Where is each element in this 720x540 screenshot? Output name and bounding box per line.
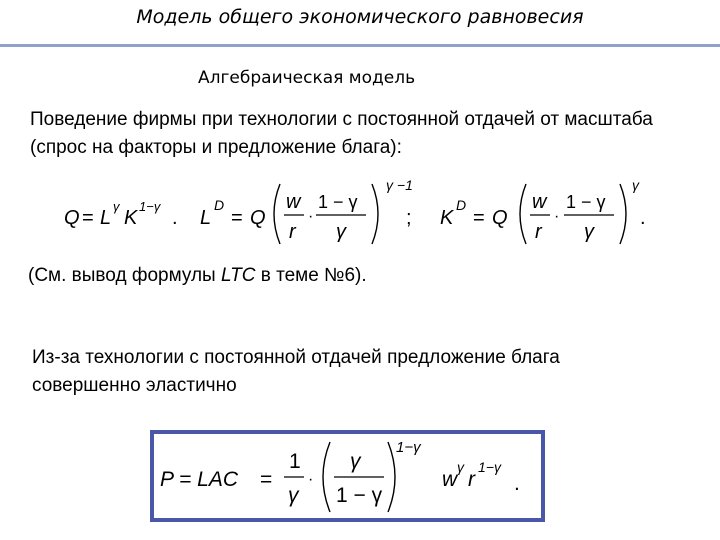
price-formula-box	[150, 430, 545, 522]
f1-dot: .	[172, 207, 178, 229]
pf-inner-den: 1 − γ	[336, 484, 383, 507]
svg-text:·: ·	[308, 208, 314, 225]
pf-num: 1	[289, 450, 301, 473]
kd-exp: γ	[632, 178, 639, 193]
pf-w: w	[442, 468, 458, 491]
pf-end: .	[514, 472, 520, 495]
pf-r-exp: 1−γ	[478, 459, 501, 475]
ld-sep: ;	[406, 207, 412, 229]
factor-demand-formula	[60, 178, 710, 250]
pf-exp: 1−γ	[396, 439, 421, 456]
slide-title: Модель общего экономического равновесия	[136, 6, 584, 28]
kd-sup: D	[456, 197, 467, 213]
ld-sup: D	[214, 197, 225, 213]
pf-w-exp: γ	[457, 459, 464, 475]
pf-eq: =	[260, 468, 273, 491]
ld-r: r	[289, 221, 296, 243]
pf-inner-num: γ	[350, 450, 361, 473]
f1-k-exp: 1−γ	[139, 199, 161, 214]
ld-lhs: L	[200, 207, 212, 229]
kd-den: γ	[584, 221, 594, 243]
svg-text:·: ·	[308, 471, 314, 488]
svg-text:·: ·	[554, 208, 560, 225]
ltc-term: LTC	[220, 265, 256, 286]
ld-den: γ	[336, 221, 346, 243]
kd-num: 1 − γ	[566, 192, 606, 212]
ltc-reference	[28, 262, 367, 290]
price-formula	[150, 430, 545, 522]
kd-end: .	[640, 207, 646, 229]
f1-q: Q	[64, 207, 80, 229]
ld-w: w	[286, 191, 301, 213]
ld-exp: γ −1	[386, 178, 413, 193]
section-subtitle: Алгебраическая модель	[198, 68, 416, 88]
pf-den: γ	[288, 484, 299, 507]
kd-w: w	[532, 191, 547, 213]
ld-num: 1 − γ	[318, 192, 358, 212]
ltc-ref-suffix: в теме №6).	[255, 265, 367, 286]
f1-eq1: =	[82, 207, 94, 229]
kd-eq: =	[473, 207, 485, 229]
kd-lhs: K	[440, 207, 454, 229]
f1-l: L	[100, 207, 112, 229]
f1-l-exp: γ	[113, 199, 120, 214]
firm-behavior-paragraph: Поведение фирмы при технологии с постоянной отдачей от масштаба (спрос на факторы и предложение блага):	[30, 109, 653, 158]
ld-q: Q	[250, 207, 266, 229]
f1-k: K	[124, 207, 138, 229]
kd-q: Q	[492, 207, 508, 229]
pf-lhs: P = LAC	[160, 468, 239, 491]
kd-r: r	[535, 221, 542, 243]
elastic-supply-paragraph: Из-за технологии с постоянной отдачей предложение блага совершенно эластично	[32, 347, 560, 396]
title-divider	[0, 44, 720, 47]
ld-eq: =	[231, 207, 243, 229]
ltc-ref-prefix: (См. вывод формулы	[28, 265, 221, 286]
pf-r: r	[468, 468, 475, 491]
